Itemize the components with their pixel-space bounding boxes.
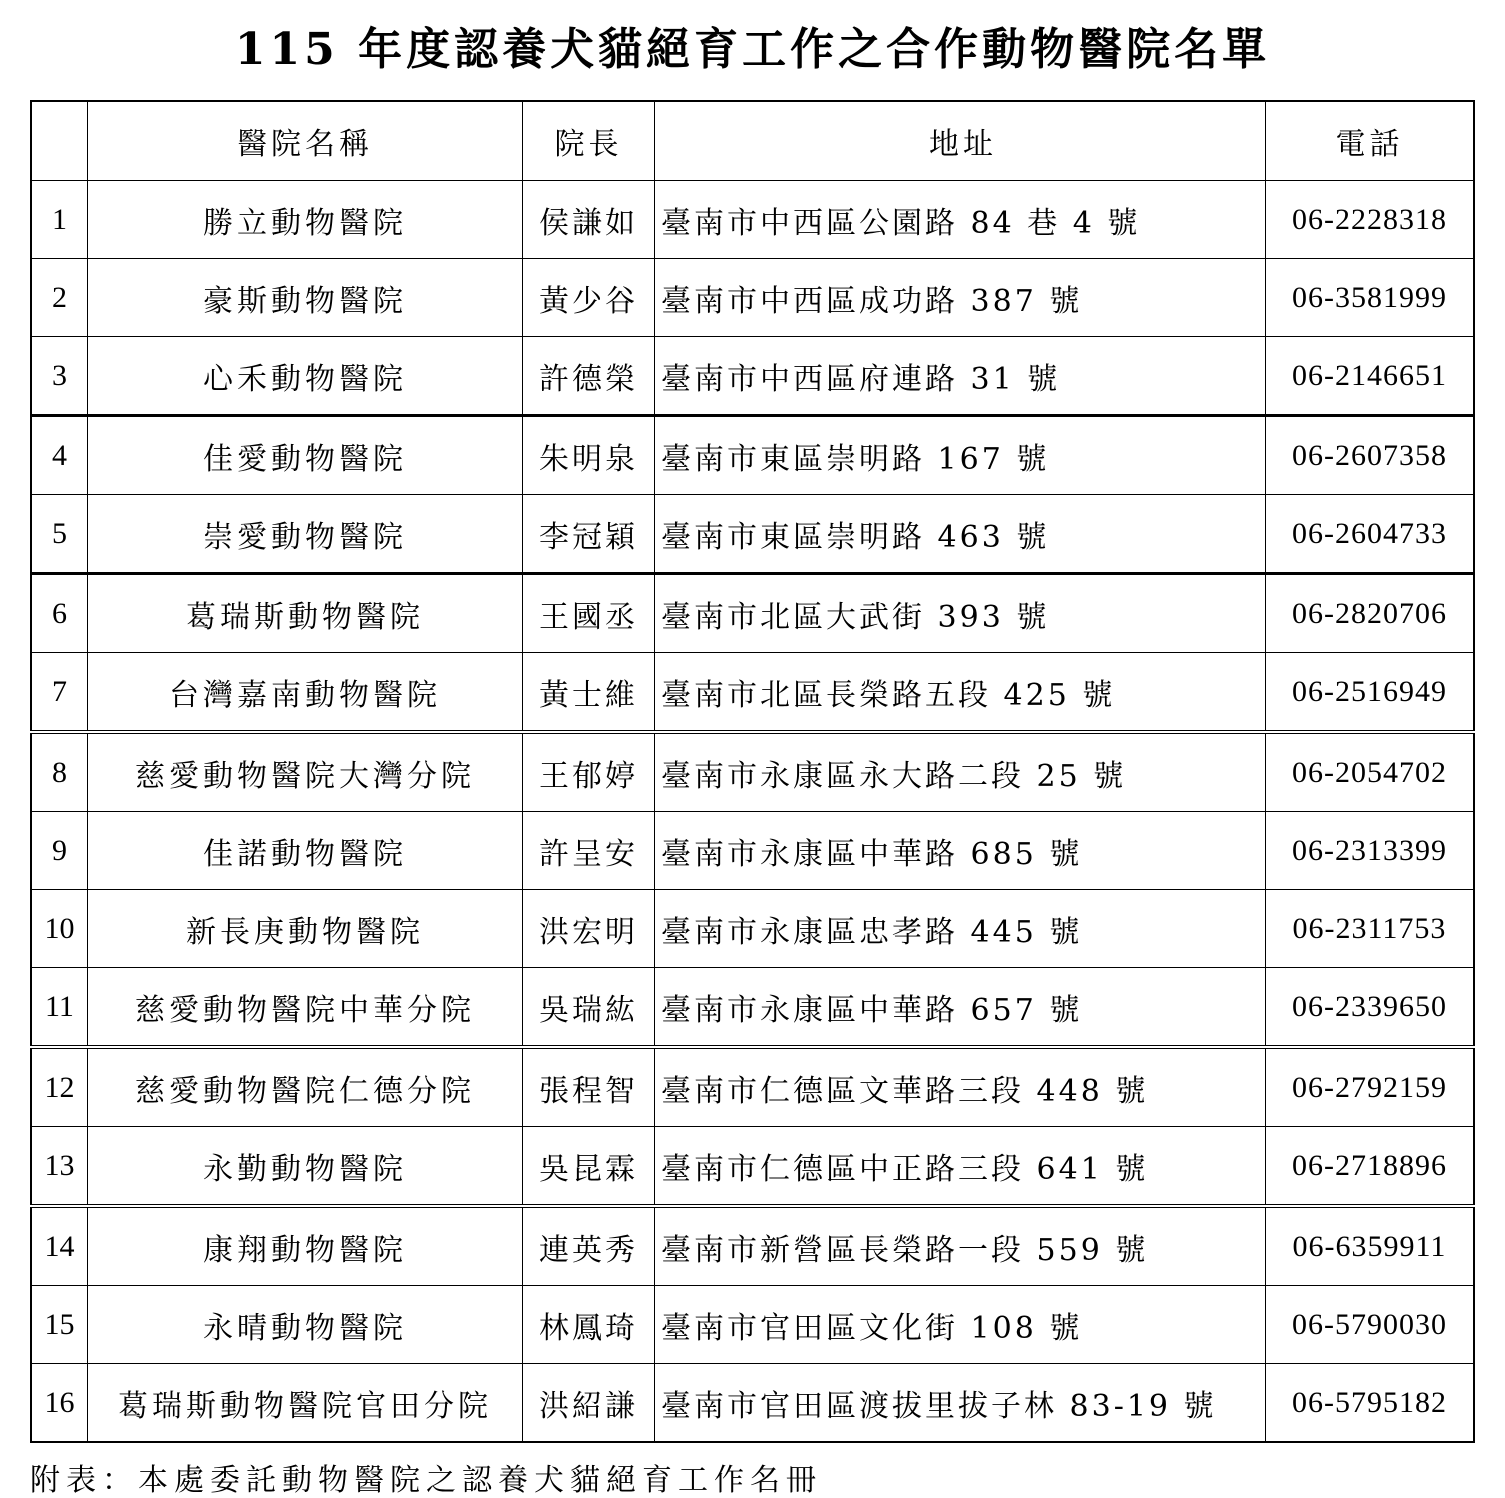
table-row	[31, 1127, 1474, 1207]
director-name: 李冠穎	[523, 495, 655, 574]
director-name: 吳昆霖	[523, 1127, 655, 1207]
phone-number: 06-3581999	[1266, 259, 1475, 337]
address: 臺南市東區崇明路 167 號	[655, 416, 1266, 495]
phone-number: 06-2054702	[1266, 732, 1475, 812]
address: 臺南市中西區府連路 31 號	[655, 337, 1266, 416]
phone-number: 06-2607358	[1266, 416, 1475, 495]
hospital-name: 勝立動物醫院	[88, 181, 523, 259]
row-number: 10	[31, 890, 88, 968]
table-body	[31, 181, 1474, 1443]
header-address: 地址	[655, 101, 1266, 181]
address: 臺南市北區長榮路五段 425 號	[655, 653, 1266, 733]
row-number: 4	[31, 416, 88, 495]
hospital-name: 葛瑞斯動物醫院官田分院	[88, 1364, 523, 1443]
address: 臺南市官田區渡拔里拔子林 83-19 號	[655, 1364, 1266, 1443]
address: 臺南市新營區長榮路一段 559 號	[655, 1206, 1266, 1286]
director-name: 洪宏明	[523, 890, 655, 968]
address: 臺南市官田區文化街 108 號	[655, 1286, 1266, 1364]
table-row	[31, 574, 1474, 653]
director-name: 王郁婷	[523, 732, 655, 812]
row-number: 7	[31, 653, 88, 733]
address: 臺南市永康區永大路二段 25 號	[655, 732, 1266, 812]
table-row	[31, 653, 1474, 733]
hospital-name: 慈愛動物醫院仁德分院	[88, 1047, 523, 1127]
table-row	[31, 890, 1474, 968]
row-number: 11	[31, 968, 88, 1048]
hospital-name: 康翔動物醫院	[88, 1206, 523, 1286]
table-row	[31, 1286, 1474, 1364]
address: 臺南市仁德區文華路三段 448 號	[655, 1047, 1266, 1127]
table-row	[31, 1206, 1474, 1286]
hospital-name: 永勤動物醫院	[88, 1127, 523, 1207]
director-name: 林鳳琦	[523, 1286, 655, 1364]
table-row	[31, 1364, 1474, 1443]
address: 臺南市北區大武街 393 號	[655, 574, 1266, 653]
phone-number: 06-2820706	[1266, 574, 1475, 653]
hospital-name: 新長庚動物醫院	[88, 890, 523, 968]
table-header	[31, 101, 1474, 181]
phone-number: 06-2516949	[1266, 653, 1475, 733]
hospital-table	[30, 100, 1475, 1443]
director-name: 許呈安	[523, 812, 655, 890]
hospital-name: 佳諾動物醫院	[88, 812, 523, 890]
director-name: 黃士維	[523, 653, 655, 733]
phone-number: 06-2311753	[1266, 890, 1475, 968]
row-number: 9	[31, 812, 88, 890]
director-name: 張程智	[523, 1047, 655, 1127]
hospital-name: 崇愛動物醫院	[88, 495, 523, 574]
phone-number: 06-2313399	[1266, 812, 1475, 890]
phone-number: 06-2146651	[1266, 337, 1475, 416]
director-name: 連英秀	[523, 1206, 655, 1286]
table-row	[31, 337, 1474, 416]
director-name: 黃少谷	[523, 259, 655, 337]
table-row	[31, 416, 1474, 495]
header-director: 院長	[523, 101, 655, 181]
row-number: 15	[31, 1286, 88, 1364]
phone-number: 06-2792159	[1266, 1047, 1475, 1127]
row-number: 3	[31, 337, 88, 416]
address: 臺南市中西區成功路 387 號	[655, 259, 1266, 337]
hospital-name: 慈愛動物醫院中華分院	[88, 968, 523, 1048]
hospital-name: 豪斯動物醫院	[88, 259, 523, 337]
director-name: 許德榮	[523, 337, 655, 416]
table-row	[31, 495, 1474, 574]
table-row	[31, 259, 1474, 337]
row-number: 2	[31, 259, 88, 337]
table-row	[31, 812, 1474, 890]
phone-number: 06-5790030	[1266, 1286, 1475, 1364]
row-number: 6	[31, 574, 88, 653]
document-title: 115 年度認養犬貓絕育工作之合作動物醫院名單	[234, 24, 1271, 75]
header-hospital-name: 醫院名稱	[88, 101, 523, 181]
phone-number: 06-5795182	[1266, 1364, 1475, 1443]
header-phone: 電話	[1266, 101, 1475, 181]
director-name: 洪紹謙	[523, 1364, 655, 1443]
address: 臺南市東區崇明路 463 號	[655, 495, 1266, 574]
header-row	[31, 101, 1474, 181]
table-row	[31, 181, 1474, 259]
table-row	[31, 1047, 1474, 1127]
address: 臺南市永康區中華路 657 號	[655, 968, 1266, 1048]
phone-number: 06-6359911	[1266, 1206, 1475, 1286]
table-row	[31, 732, 1474, 812]
row-number: 1	[31, 181, 88, 259]
address: 臺南市永康區忠孝路 445 號	[655, 890, 1266, 968]
address: 臺南市仁德區中正路三段 641 號	[655, 1127, 1266, 1207]
hospital-name: 慈愛動物醫院大灣分院	[88, 732, 523, 812]
phone-number: 06-2604733	[1266, 495, 1475, 574]
phone-number: 06-2228318	[1266, 181, 1475, 259]
table-row	[31, 968, 1474, 1048]
hospital-name: 永晴動物醫院	[88, 1286, 523, 1364]
header-index	[31, 101, 88, 181]
director-name: 朱明泉	[523, 416, 655, 495]
hospital-name: 台灣嘉南動物醫院	[88, 653, 523, 733]
director-name: 侯謙如	[523, 181, 655, 259]
row-number: 16	[31, 1364, 88, 1443]
row-number: 13	[31, 1127, 88, 1207]
footnote-cutoff: 附表：本處委託動物醫院之認養犬貓絕育工作名冊	[30, 1463, 822, 1498]
director-name: 吳瑞紘	[523, 968, 655, 1048]
address: 臺南市永康區中華路 685 號	[655, 812, 1266, 890]
row-number: 5	[31, 495, 88, 574]
row-number: 8	[31, 732, 88, 812]
director-name: 王國丞	[523, 574, 655, 653]
phone-number: 06-2339650	[1266, 968, 1475, 1048]
phone-number: 06-2718896	[1266, 1127, 1475, 1207]
row-number: 12	[31, 1047, 88, 1127]
hospital-name: 心禾動物醫院	[88, 337, 523, 416]
hospital-name: 葛瑞斯動物醫院	[88, 574, 523, 653]
hospital-name: 佳愛動物醫院	[88, 416, 523, 495]
row-number: 14	[31, 1206, 88, 1286]
address: 臺南市中西區公園路 84 巷 4 號	[655, 181, 1266, 259]
